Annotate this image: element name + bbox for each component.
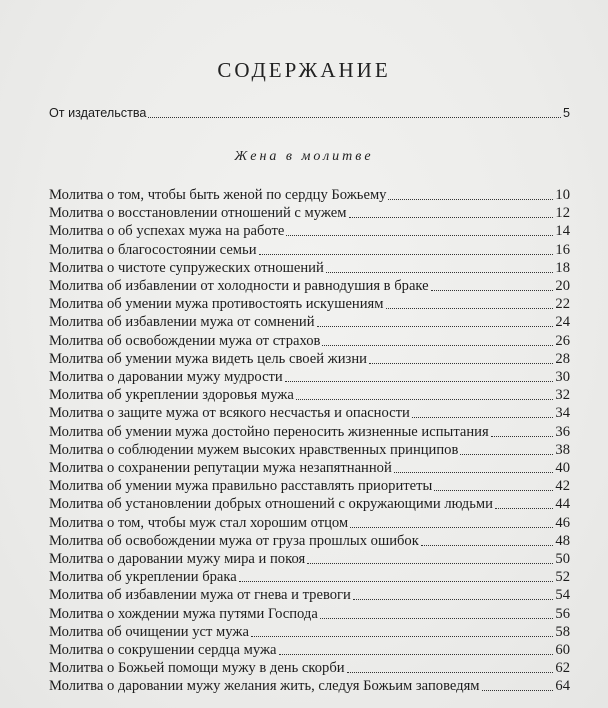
- dot-leader: [317, 325, 554, 327]
- toc-entry-page: 54: [555, 587, 570, 604]
- toc-entry-page: 18: [555, 259, 570, 276]
- toc-entry-text: Молитва об избавлении от холодности и равнодушия в браке: [49, 278, 429, 294]
- toc-entry-page: 40: [555, 460, 570, 476]
- toc-entry-page: 10: [555, 187, 570, 203]
- toc-entry: [49, 295, 570, 313]
- toc-entry: [49, 259, 570, 277]
- dot-leader: [386, 307, 554, 309]
- dot-leader: [259, 253, 554, 255]
- toc-entry-text: Молитва об установлении добрых отношений с окружающими людьми: [49, 496, 493, 513]
- toc-entry-page: 42: [555, 478, 570, 495]
- toc-entry: [49, 514, 570, 532]
- toc-entry-text: Молитва об укреплении брака: [49, 569, 237, 586]
- toc-entry-page: 52: [555, 569, 570, 586]
- toc-entry-text: Молитва о сохранении репутации мужа незапятнанной: [49, 460, 392, 476]
- toc-entry-page: 24: [555, 314, 570, 331]
- dot-leader: [279, 653, 554, 655]
- dot-leader: [296, 398, 554, 400]
- dot-leader: [322, 344, 553, 346]
- toc-entry: [49, 441, 570, 459]
- toc-entry-page: 26: [555, 332, 570, 349]
- toc-entry: [49, 568, 570, 586]
- toc-entry: [49, 623, 570, 641]
- toc-entry: [49, 677, 570, 695]
- toc-entry-page: 50: [555, 551, 570, 567]
- dot-leader: [349, 216, 554, 218]
- toc-entry-text: Молитва о Божьей помощи мужу в день скорби: [49, 660, 345, 677]
- page-title: СОДЕРЖАНИЕ: [217, 58, 391, 82]
- toc-entry-text: Молитва об умении мужа противостоять искушениям: [49, 296, 384, 313]
- dot-leader: [353, 598, 554, 600]
- toc-entry: [49, 222, 570, 240]
- dot-leader: [326, 271, 554, 273]
- toc-entry: [49, 404, 570, 422]
- dot-leader: [251, 635, 553, 637]
- toc-entry: [49, 477, 570, 495]
- dot-leader: [491, 435, 554, 437]
- toc-entry-page: 22: [555, 296, 570, 313]
- toc-entry-page: 30: [555, 369, 570, 385]
- dot-leader: [350, 526, 553, 528]
- toc-entry-text: Молитва об умении мужа правильно расставлять приоритеты: [49, 478, 433, 495]
- toc-entry: [49, 459, 570, 477]
- toc-entry: [49, 204, 570, 222]
- toc-entry-text: Молитва о том, чтобы быть женой по сердцу Божьему: [49, 187, 387, 203]
- toc-entry: [49, 350, 570, 368]
- toc-entry-page: 32: [555, 387, 570, 404]
- dot-leader: [239, 580, 554, 582]
- toc-entry-page: 20: [555, 278, 570, 294]
- toc-entry-publisher: [49, 104, 570, 122]
- toc-entry-text: Молитва о хождении мужа путями Господа: [49, 605, 318, 622]
- toc-entry-text: Молитва о сокрушении сердца мужа: [49, 642, 277, 658]
- toc-entry-page: 46: [555, 514, 570, 531]
- toc-entry: [49, 550, 570, 568]
- toc-entry: [49, 386, 570, 404]
- dot-leader: [286, 234, 553, 236]
- toc-entry: [49, 186, 570, 204]
- toc-entry: [49, 332, 570, 350]
- toc-entry-page: 16: [555, 241, 570, 258]
- dot-leader: [495, 507, 554, 509]
- toc-entry: [49, 277, 570, 295]
- toc-entry-text: Молитва о соблюдении мужем высоких нравственных принципов: [49, 441, 459, 458]
- toc-entry-text: Молитва об освобождении мужа от груза прошлых ошибок: [49, 532, 419, 549]
- toc-entry-text: Молитва о даровании мужу желания жить, следуя Божьим заповедям: [49, 678, 480, 695]
- toc-entry-page: 44: [555, 496, 570, 513]
- toc-entry-text: Молитва о чистоте супружеских отношений: [49, 259, 324, 276]
- toc-entry-page: 60: [555, 642, 570, 658]
- toc-entry-text: От издательства: [49, 106, 147, 120]
- toc-entry-page: 14: [555, 223, 570, 240]
- toc-entry-text: Молитва об умении мужа видеть цель своей жизни: [49, 350, 367, 367]
- toc-entry-text: Молитва о благосостоянии семьи: [49, 241, 257, 258]
- toc-entry-page: 5: [562, 106, 570, 120]
- toc-entry-text: Молитва о даровании мужу мира и покоя: [49, 551, 306, 567]
- toc-entry: [49, 241, 570, 259]
- toc-entry-text: Молитва о том, чтобы муж стал хорошим отцом: [49, 514, 349, 531]
- dot-leader: [434, 489, 553, 491]
- toc-entry-page: 34: [555, 405, 570, 422]
- toc-entry: [49, 586, 570, 604]
- dot-leader: [347, 671, 554, 673]
- dot-leader: [320, 617, 554, 619]
- toc-entry-page: 58: [555, 623, 570, 640]
- dot-leader: [412, 416, 554, 418]
- dot-leader: [482, 689, 554, 691]
- toc-entry: [49, 641, 570, 659]
- toc-entry-page: 36: [555, 423, 570, 440]
- toc-entry-page: 64: [555, 678, 570, 695]
- toc-entry-page: 28: [555, 350, 570, 367]
- toc-entry-text: Молитва об освобождении мужа от страхов: [49, 332, 321, 349]
- dot-leader: [421, 544, 554, 546]
- toc-entry-page: 12: [555, 205, 570, 222]
- toc-entry-page: 48: [555, 532, 570, 549]
- toc-entry: [49, 605, 570, 623]
- dot-leader: [369, 362, 553, 364]
- dot-leader: [460, 453, 553, 455]
- dot-leader: [148, 116, 561, 118]
- dot-leader: [394, 471, 554, 473]
- toc-entry-page: 56: [555, 605, 570, 622]
- toc-entry-page: 62: [555, 660, 570, 677]
- toc-entry-page: 38: [555, 441, 570, 458]
- toc-entry: [49, 495, 570, 513]
- toc-entry-text: Молитва о даровании мужу мудрости: [49, 369, 283, 385]
- toc-entry-text: Молитва об избавлении мужа от сомнений: [49, 314, 315, 331]
- toc-entry-text: Молитва о восстановлении отношений с мужем: [49, 205, 347, 222]
- section-heading: Жена в молитве: [234, 149, 374, 164]
- dot-leader: [388, 198, 553, 200]
- toc-entry: [49, 532, 570, 550]
- toc-entry-text: Молитва о защите мужа от всякого несчастья и опасности: [49, 405, 410, 422]
- toc-entry-text: Молитва об укреплении здоровья мужа: [49, 387, 294, 404]
- dot-leader: [307, 562, 553, 564]
- toc-entry: [49, 659, 570, 677]
- toc-entry: [49, 423, 570, 441]
- dot-leader: [285, 380, 554, 382]
- toc-entry-text: Молитва о об успехах мужа на работе: [49, 223, 285, 240]
- dot-leader: [431, 289, 554, 291]
- toc-entry: [49, 368, 570, 386]
- toc-entry-text: Молитва об очищении уст мужа: [49, 623, 249, 640]
- toc-entry-text: Молитва об избавлении мужа от гнева и тревоги: [49, 587, 351, 604]
- toc-entry: [49, 313, 570, 331]
- toc-entry-text: Молитва об умении мужа достойно переносить жизненные испытания: [49, 423, 489, 440]
